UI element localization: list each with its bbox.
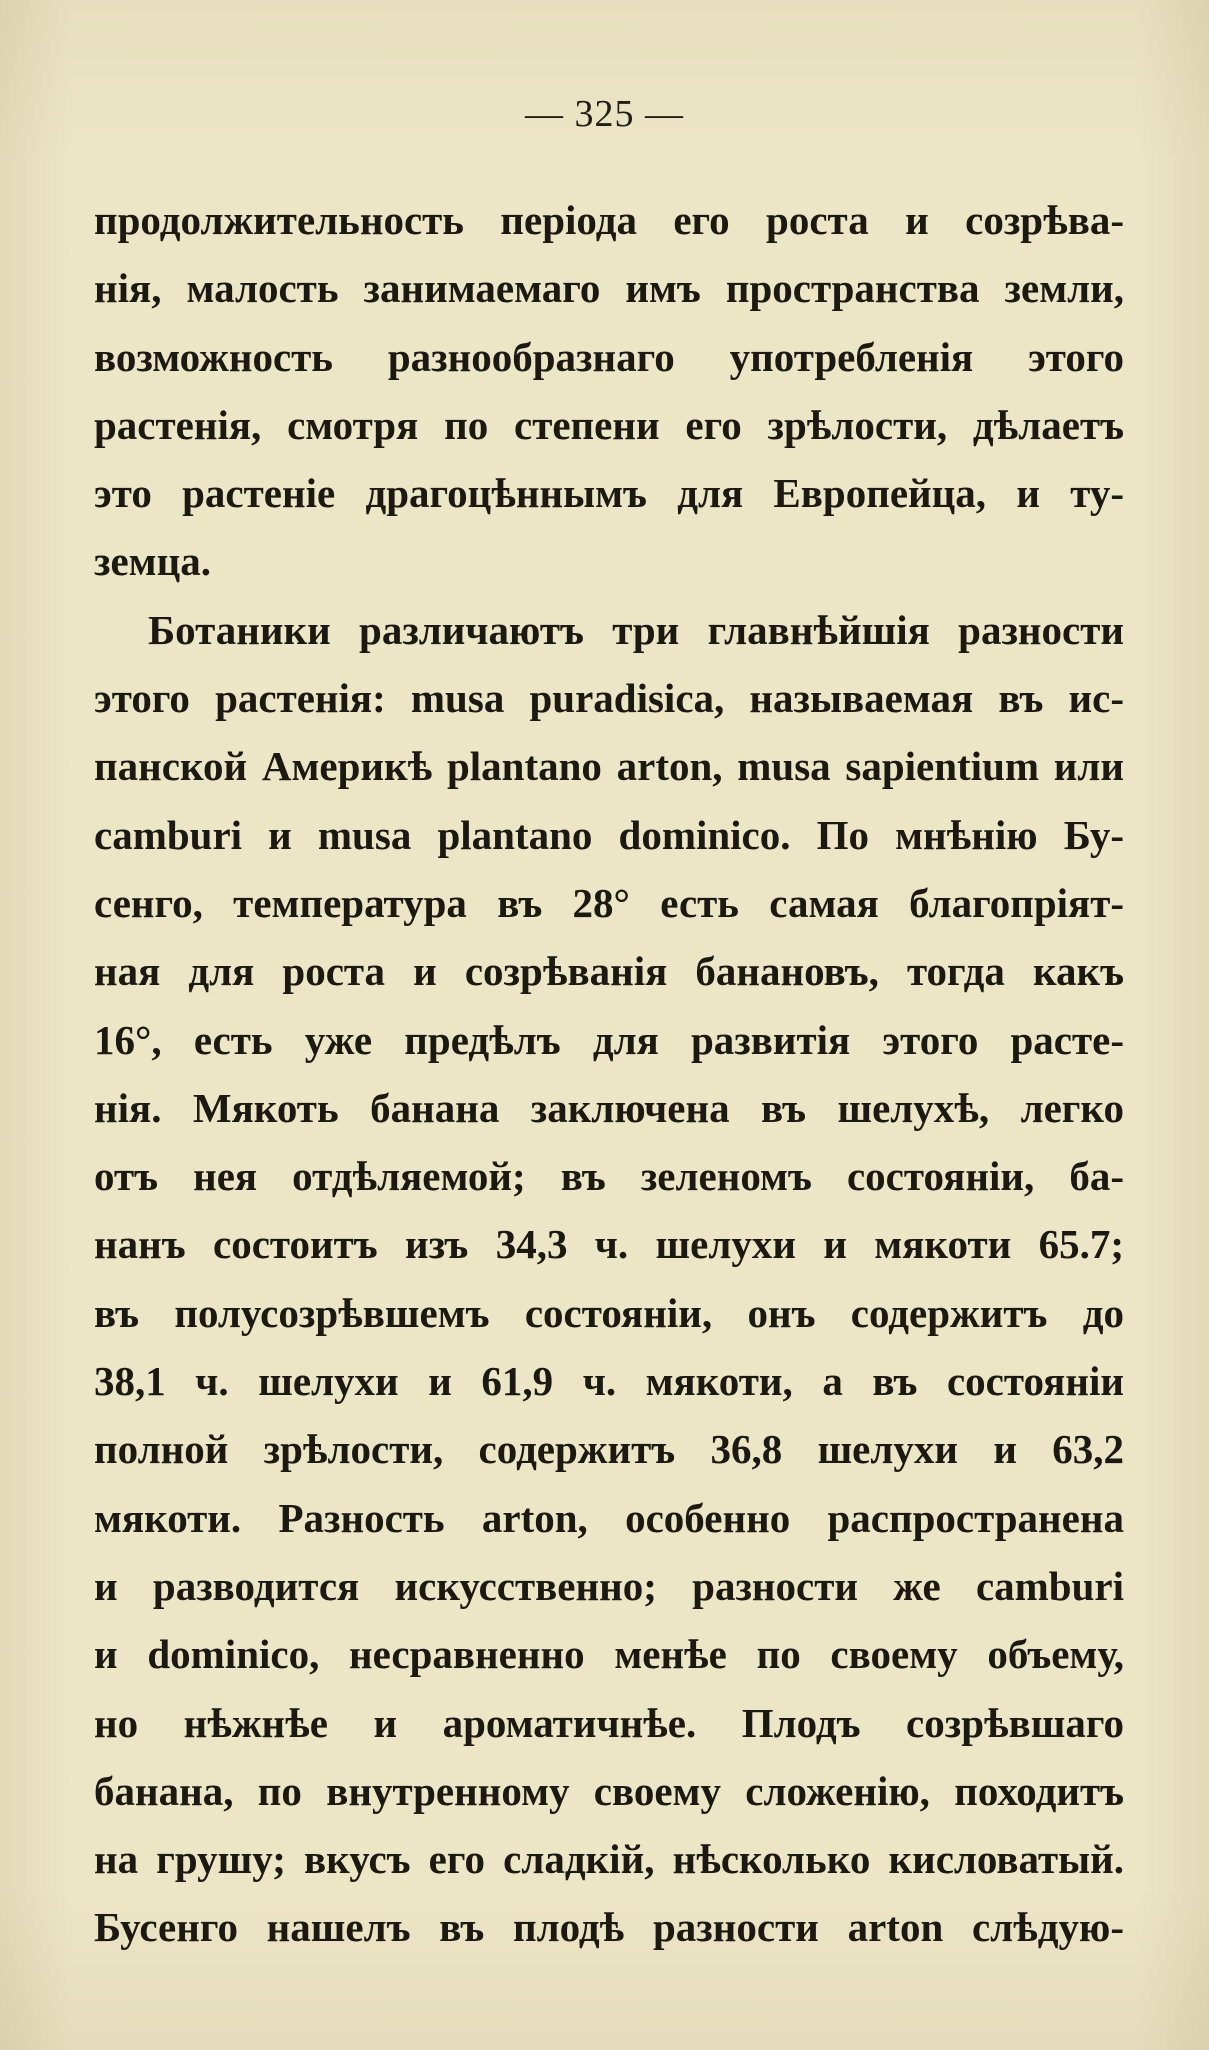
text-line: полной зрѣлости, содержитъ 36,8 шелухи и 63,2 xyxy=(94,1426,1124,1473)
text-line: 16°, есть уже предѣлъ для развитія этого расте- xyxy=(94,1016,1124,1063)
body-text xyxy=(94,186,1124,1962)
text-line: нія. Мякоть банана заключена въ шелухѣ, легко xyxy=(94,1084,1124,1131)
text-line: ная для роста и созрѣванія банановъ, тогда какъ xyxy=(94,948,1124,995)
text-line: нія, малость занимаемаго имъ пространства земли, xyxy=(94,265,1124,312)
text-line: и разводится искусственно; разности же camburi xyxy=(94,1562,1124,1609)
text-line: нанъ состоитъ изъ 34,3 ч. шелухи и мякоти 65.7; xyxy=(94,1221,1124,1268)
text-line: мякоти. Разность arton, особенно распространена xyxy=(94,1494,1124,1541)
text-line: camburi и musa plantano dominico. По мнѣнію Бу- xyxy=(94,811,1124,858)
text-line: этого растенія: musa puradisica, называемая въ ис- xyxy=(94,675,1124,722)
text-line: на грушу; вкусъ его сладкій, нѣсколько кисловатый. xyxy=(94,1836,1124,1883)
text-line: земца. xyxy=(94,538,211,585)
text-line: Ботаники различаютъ три главнѣйшія разности xyxy=(148,606,1124,653)
text-line: отъ нея отдѣляемой; въ зеленомъ состояніи, ба- xyxy=(94,1153,1124,1200)
text-line: 38,1 ч. шелухи и 61,9 ч. мякоти, а въ состояніи xyxy=(94,1358,1124,1405)
text-line: возможность разнообразнаго употребленія этого xyxy=(94,333,1124,380)
page-number: — 325 — xyxy=(525,93,684,135)
text-line: Бусенго нашелъ въ плодѣ разности arton слѣдую- xyxy=(94,1904,1124,1951)
text-line: сенго, температура въ 28° есть самая благопріят- xyxy=(94,879,1124,926)
text-line: но нѣжнѣе и ароматичнѣе. Плодъ созрѣвшаго xyxy=(94,1699,1124,1746)
text-line: панской Америкѣ plantano arton, musa sapientium или xyxy=(94,743,1124,790)
text-line: это растеніе драгоцѣннымъ для Европейца, и ту- xyxy=(94,470,1124,517)
text-line: банана, по внутренному своему сложенію, походитъ xyxy=(94,1767,1124,1814)
text-line: растенія, смотря по степени его зрѣлости, дѣлаетъ xyxy=(94,401,1124,448)
text-line: въ полусозрѣвшемъ состояніи, онъ содержитъ до xyxy=(94,1289,1124,1336)
text-line: продолжительность періода его роста и созрѣва- xyxy=(94,197,1124,243)
text-line: и dominico, несравненно менѣе по своему объему, xyxy=(94,1631,1124,1678)
